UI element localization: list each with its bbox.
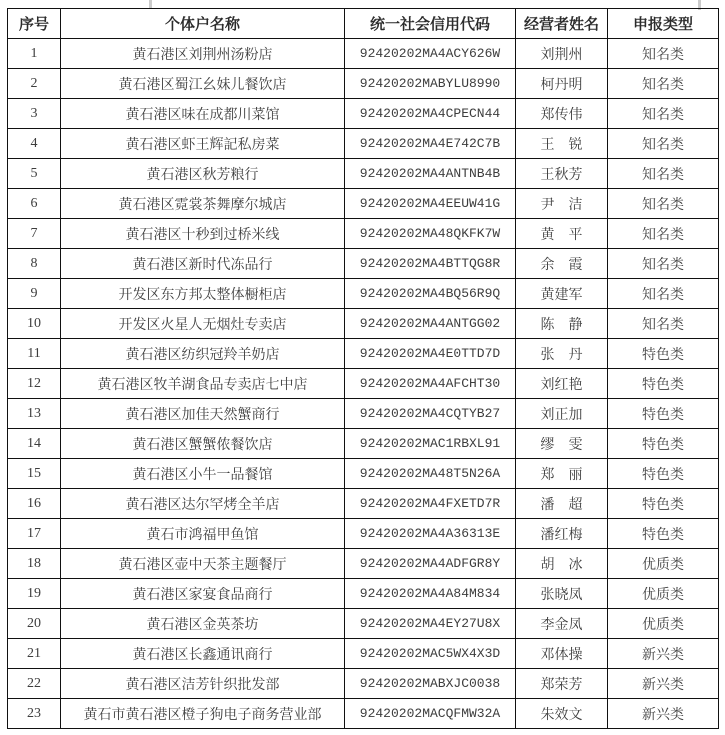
table-row <box>8 189 719 219</box>
cell-credit-code: 92420202MA4CQTYB27 <box>345 399 516 429</box>
cell-business-name: 黄石港区金英茶坊 <box>61 609 345 639</box>
cell-serial: 14 <box>8 429 61 459</box>
cell-operator-name: 朱效文 <box>516 699 608 729</box>
cell-credit-code: 92420202MA4E0TTD7D <box>345 339 516 369</box>
cell-credit-code: 92420202MAC5WX4X3D <box>345 639 516 669</box>
cell-declaration-type: 知名类 <box>608 189 719 219</box>
cell-declaration-type: 优质类 <box>608 609 719 639</box>
table-row <box>8 669 719 699</box>
cell-serial: 19 <box>8 579 61 609</box>
cell-credit-code: 92420202MA4ADFGR8Y <box>345 549 516 579</box>
cell-operator-name: 黄 平 <box>516 219 608 249</box>
cell-declaration-type: 特色类 <box>608 459 719 489</box>
cell-operator-name: 缪 雯 <box>516 429 608 459</box>
cell-credit-code: 92420202MA4EY27U8X <box>345 609 516 639</box>
cell-declaration-type: 新兴类 <box>608 669 719 699</box>
business-declaration-table <box>7 8 719 729</box>
cell-credit-code: 92420202MA4ANTGG02 <box>345 309 516 339</box>
table-row <box>8 309 719 339</box>
cell-serial: 20 <box>8 609 61 639</box>
table-row <box>8 639 719 669</box>
cell-operator-name: 刘正加 <box>516 399 608 429</box>
table-row <box>8 69 719 99</box>
cell-credit-code: 92420202MA4BTTQG8R <box>345 249 516 279</box>
table-row <box>8 129 719 159</box>
cropped-line-artifact-left <box>149 0 152 8</box>
cell-declaration-type: 知名类 <box>608 219 719 249</box>
cell-serial: 2 <box>8 69 61 99</box>
cell-serial: 12 <box>8 369 61 399</box>
cell-business-name: 黄石市鸿福甲鱼馆 <box>61 519 345 549</box>
cell-operator-name: 黄建军 <box>516 279 608 309</box>
table-row <box>8 489 719 519</box>
cell-business-name: 黄石港区十秒到过桥米线 <box>61 219 345 249</box>
cell-declaration-type: 知名类 <box>608 39 719 69</box>
table-row <box>8 249 719 279</box>
cell-credit-code: 92420202MACQFMW32A <box>345 699 516 729</box>
cell-serial: 21 <box>8 639 61 669</box>
col-header-credit-code: 统一社会信用代码 <box>345 9 516 39</box>
cell-business-name: 黄石港区味在成都川菜馆 <box>61 99 345 129</box>
cell-operator-name: 尹 洁 <box>516 189 608 219</box>
cell-operator-name: 余 霞 <box>516 249 608 279</box>
cell-declaration-type: 优质类 <box>608 579 719 609</box>
cell-serial: 4 <box>8 129 61 159</box>
table-row <box>8 699 719 729</box>
cell-credit-code: 92420202MA4A84M834 <box>345 579 516 609</box>
cell-credit-code: 92420202MA4BQ56R9Q <box>345 279 516 309</box>
table-row <box>8 609 719 639</box>
cell-serial: 16 <box>8 489 61 519</box>
cell-serial: 1 <box>8 39 61 69</box>
cell-declaration-type: 知名类 <box>608 309 719 339</box>
cell-declaration-type: 特色类 <box>608 519 719 549</box>
cell-credit-code: 92420202MAC1RBXL91 <box>345 429 516 459</box>
cell-credit-code: 92420202MA48T5N26A <box>345 459 516 489</box>
cell-business-name: 黄石港区加佳天然蟹商行 <box>61 399 345 429</box>
table-row <box>8 459 719 489</box>
table-row <box>8 339 719 369</box>
table-row <box>8 399 719 429</box>
cell-serial: 7 <box>8 219 61 249</box>
cell-business-name: 黄石港区蜀江幺妹儿餐饮店 <box>61 69 345 99</box>
cell-operator-name: 刘红艳 <box>516 369 608 399</box>
cell-business-name: 黄石港区蟹蟹侬餐饮店 <box>61 429 345 459</box>
cell-declaration-type: 新兴类 <box>608 699 719 729</box>
cell-serial: 6 <box>8 189 61 219</box>
cell-business-name: 黄石港区牧羊湖食品专卖店七中店 <box>61 369 345 399</box>
cell-declaration-type: 知名类 <box>608 249 719 279</box>
cell-operator-name: 刘荆州 <box>516 39 608 69</box>
cell-business-name: 黄石港区家宴食品商行 <box>61 579 345 609</box>
cell-serial: 3 <box>8 99 61 129</box>
cell-business-name: 黄石港区霓裳茶舞摩尔城店 <box>61 189 345 219</box>
cell-credit-code: 92420202MA4AFCHT30 <box>345 369 516 399</box>
cell-declaration-type: 特色类 <box>608 339 719 369</box>
table-header-row <box>8 9 719 39</box>
cell-operator-name: 郑荣芳 <box>516 669 608 699</box>
cell-business-name: 黄石港区刘荆州汤粉店 <box>61 39 345 69</box>
cell-declaration-type: 特色类 <box>608 489 719 519</box>
cell-declaration-type: 特色类 <box>608 369 719 399</box>
cell-declaration-type: 知名类 <box>608 159 719 189</box>
table-row <box>8 519 719 549</box>
cell-serial: 11 <box>8 339 61 369</box>
cell-credit-code: 92420202MA48QKFK7W <box>345 219 516 249</box>
cell-business-name: 黄石市黄石港区橙子狗电子商务营业部 <box>61 699 345 729</box>
cell-operator-name: 郑 丽 <box>516 459 608 489</box>
cell-business-name: 黄石港区洁芳针织批发部 <box>61 669 345 699</box>
cell-business-name: 黄石港区虾王辉記私房菜 <box>61 129 345 159</box>
cell-serial: 10 <box>8 309 61 339</box>
cell-operator-name: 郑传伟 <box>516 99 608 129</box>
table-row <box>8 369 719 399</box>
cell-business-name: 黄石港区纺织冠羚羊奶店 <box>61 339 345 369</box>
cell-declaration-type: 特色类 <box>608 399 719 429</box>
table-row <box>8 279 719 309</box>
cell-operator-name: 潘 超 <box>516 489 608 519</box>
col-header-declaration-type: 申报类型 <box>608 9 719 39</box>
cell-operator-name: 王秋芳 <box>516 159 608 189</box>
table-row <box>8 549 719 579</box>
cell-declaration-type: 特色类 <box>608 429 719 459</box>
table-row <box>8 579 719 609</box>
cell-credit-code: 92420202MA4EEUW41G <box>345 189 516 219</box>
cell-operator-name: 李金凤 <box>516 609 608 639</box>
cell-credit-code: 92420202MA4FXETD7R <box>345 489 516 519</box>
cell-declaration-type: 知名类 <box>608 279 719 309</box>
cell-operator-name: 张晓凤 <box>516 579 608 609</box>
cell-operator-name: 胡 冰 <box>516 549 608 579</box>
cell-serial: 22 <box>8 669 61 699</box>
cell-credit-code: 92420202MA4ANTNB4B <box>345 159 516 189</box>
cell-business-name: 黄石港区新时代冻品行 <box>61 249 345 279</box>
cell-operator-name: 陈 静 <box>516 309 608 339</box>
table-row <box>8 99 719 129</box>
cell-business-name: 黄石港区长鑫通讯商行 <box>61 639 345 669</box>
cell-operator-name: 张 丹 <box>516 339 608 369</box>
table-row <box>8 159 719 189</box>
cell-operator-name: 潘红梅 <box>516 519 608 549</box>
cell-credit-code: 92420202MA4E742C7B <box>345 129 516 159</box>
cell-declaration-type: 新兴类 <box>608 639 719 669</box>
cell-credit-code: 92420202MABYLU8990 <box>345 69 516 99</box>
cell-serial: 23 <box>8 699 61 729</box>
cell-serial: 8 <box>8 249 61 279</box>
cell-serial: 18 <box>8 549 61 579</box>
cell-credit-code: 92420202MA4A36313E <box>345 519 516 549</box>
cell-credit-code: 92420202MA4CPECN44 <box>345 99 516 129</box>
cell-declaration-type: 知名类 <box>608 129 719 159</box>
cell-business-name: 开发区火星人无烟灶专卖店 <box>61 309 345 339</box>
cell-serial: 13 <box>8 399 61 429</box>
cell-declaration-type: 知名类 <box>608 99 719 129</box>
cell-business-name: 开发区东方邦太整体橱柜店 <box>61 279 345 309</box>
col-header-serial: 序号 <box>8 9 61 39</box>
table-row <box>8 429 719 459</box>
cell-operator-name: 邓体操 <box>516 639 608 669</box>
cell-serial: 15 <box>8 459 61 489</box>
cell-business-name: 黄石港区达尔罕烤全羊店 <box>61 489 345 519</box>
cell-serial: 17 <box>8 519 61 549</box>
cell-business-name: 黄石港区秋芳粮行 <box>61 159 345 189</box>
cell-business-name: 黄石港区壶中天茶主题餐厅 <box>61 549 345 579</box>
cell-declaration-type: 优质类 <box>608 549 719 579</box>
cell-serial: 9 <box>8 279 61 309</box>
table-row <box>8 219 719 249</box>
cell-serial: 5 <box>8 159 61 189</box>
col-header-business-name: 个体户名称 <box>61 9 345 39</box>
cell-business-name: 黄石港区小牛一品餐馆 <box>61 459 345 489</box>
cell-declaration-type: 知名类 <box>608 69 719 99</box>
col-header-operator-name: 经营者姓名 <box>516 9 608 39</box>
cell-operator-name: 王 锐 <box>516 129 608 159</box>
cell-operator-name: 柯丹明 <box>516 69 608 99</box>
cell-credit-code: 92420202MA4ACY626W <box>345 39 516 69</box>
cell-credit-code: 92420202MABXJC0038 <box>345 669 516 699</box>
table-row <box>8 39 719 69</box>
